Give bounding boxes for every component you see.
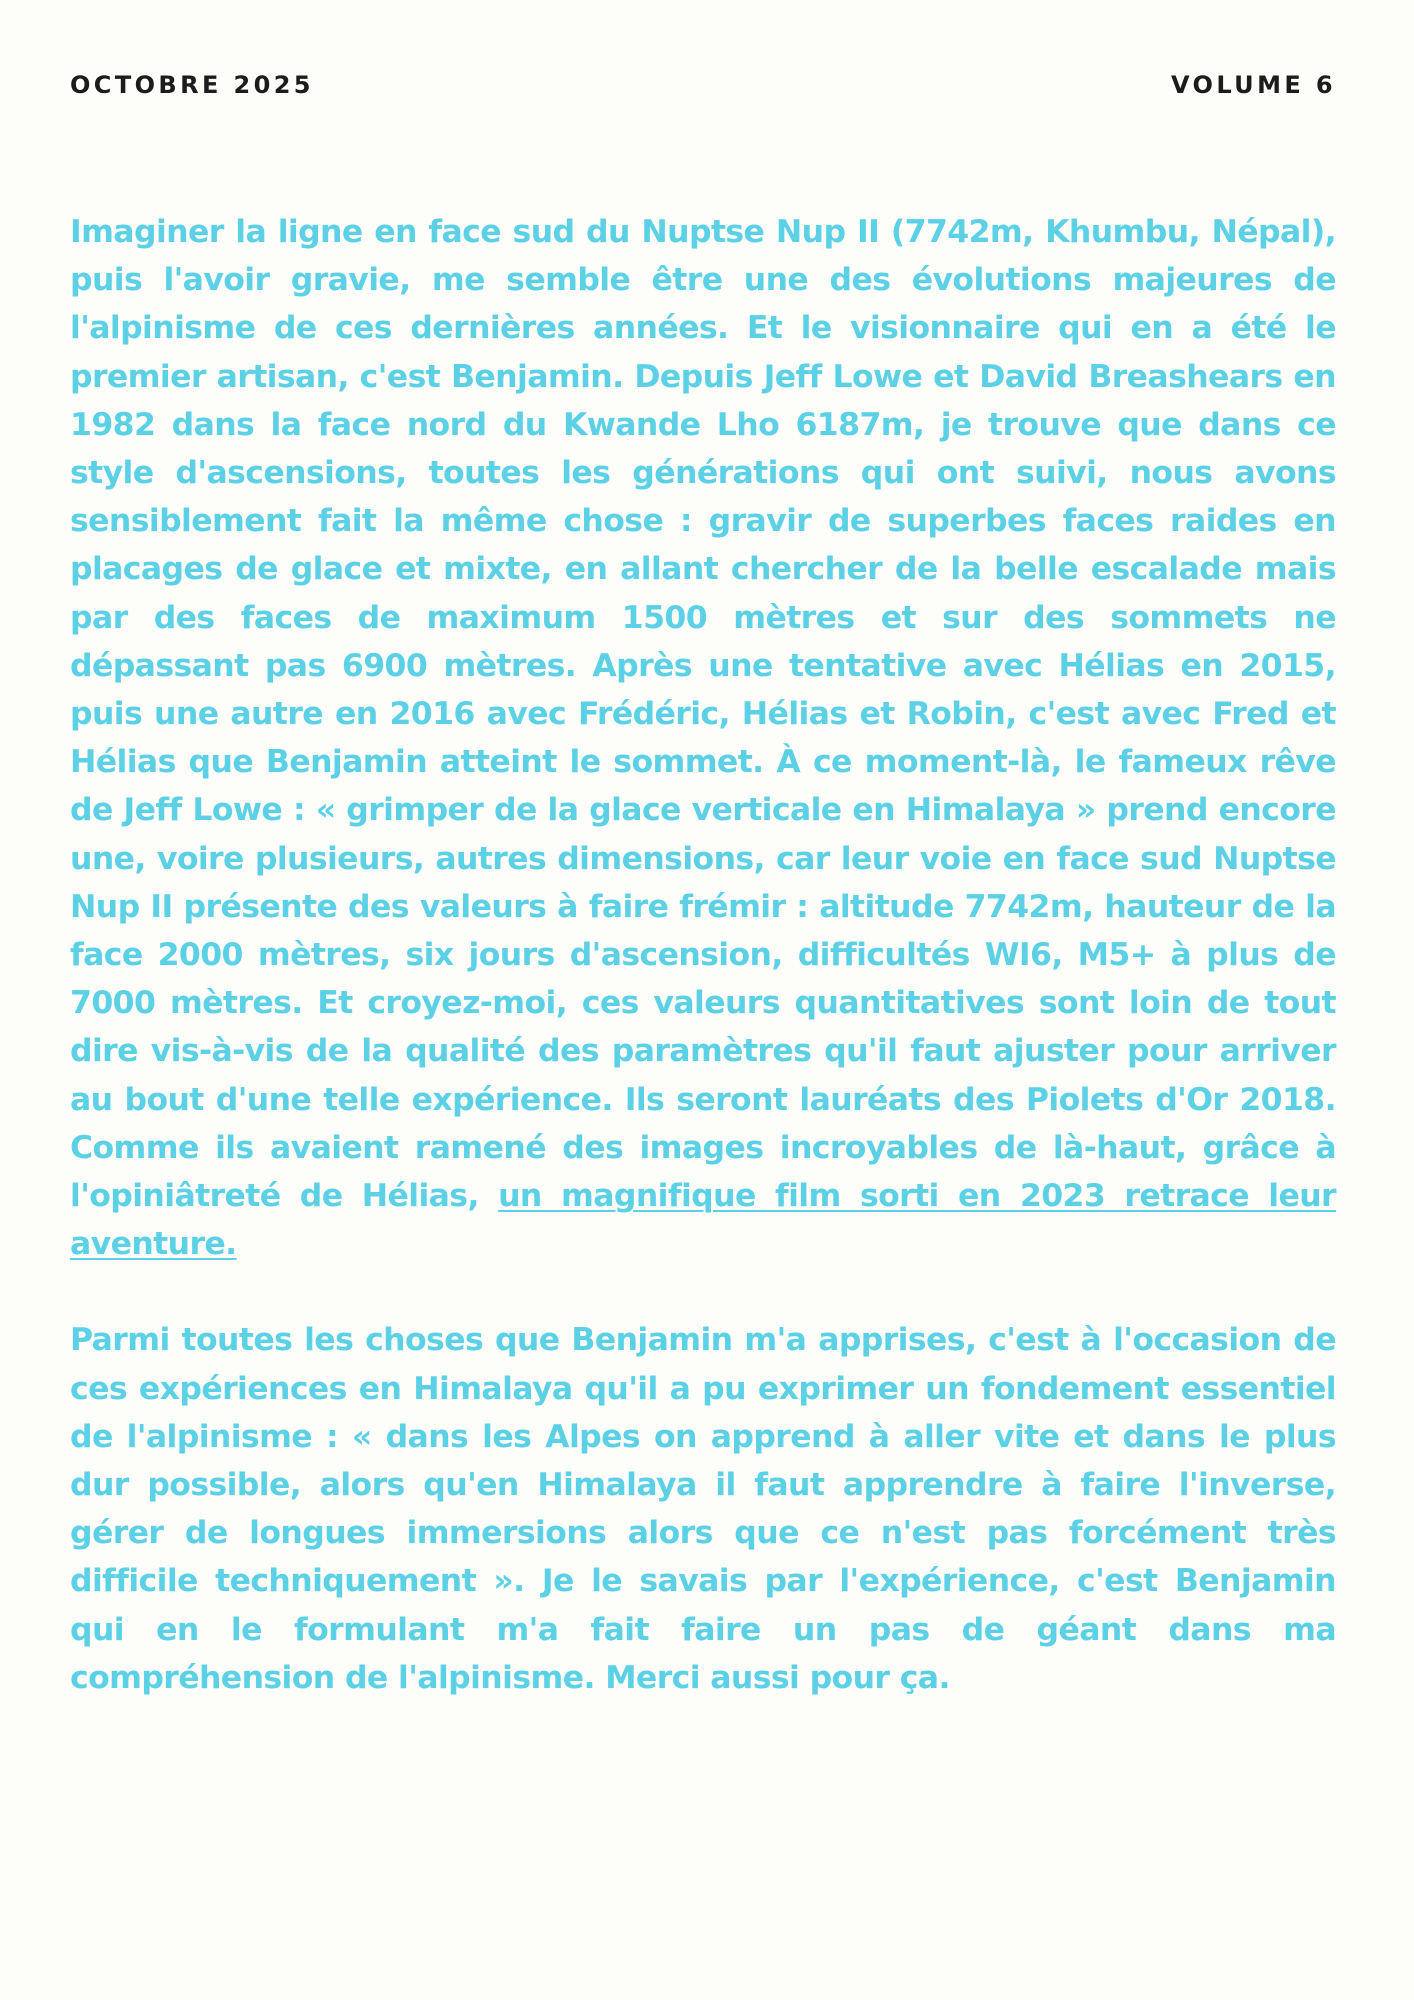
film-link[interactable]: un magnifique film sorti en 2023 retrace leur aventure. <box>70 1178 1336 1263</box>
volume-number: VOLUME 6 <box>1170 71 1336 99</box>
paragraph-nuptse-text: Imaginer la ligne en face sud du Nuptse Nup II (7742m, Khumbu, Népal), puis l'avoir gravie, me semble être une des évolutions majeures de l'alpinisme de ces dernières années. Et le visionnaire qui en a été le premier artisan, c'est Benjamin. Depuis Jeff Lowe et David Breashears en 1982 dans la face nord du Kwande Lho 6187m, je trouve que dans ce style d'ascensions, toutes les générations qui ont suivi, nous avons sensiblement fait la même chose : gravir de superbes faces raides en placages de glace et mixte, en allant chercher de la belle escalade mais par des faces de maximum 1500 mètres et sur des sommets ne dépassant pas 6900 mètres. Après une tentative avec Hélias en 2015, puis une autre en 2016 avec Frédéric, Hélias et Robin, c'est avec Fred et Hélias que Benjamin atteint le sommet. À ce moment-là, le fameux rêve de Jeff Lowe : « grimper de la glace verticale en Himalaya » prend encore une, voire plusieurs, autres dimensions, car leur voie en face sud Nuptse Nup II présente des valeurs à faire frémir : altitude 7742m, hauteur de la face 2000 mètres, six jours d'ascension, difficultés WI6, M5+ à plus de 7000 mètres. Et croyez-moi, ces valeurs quantitatives sont loin de tout dire vis-à-vis de la qualité des paramètres qu'il faut ajuster pour arriver au bout d'une telle expérience. Ils seront lauréats des Piolets d'Or 2018. Comme ils avaient ramené des images incroyables de là-haut, grâce à l'opiniâtreté de Hélias, <box>70 214 1336 1215</box>
page-header <box>70 68 1336 102</box>
paragraph-nuptse <box>70 208 1336 1268</box>
issue-date: OCTOBRE 2025 <box>70 71 314 99</box>
article-body <box>70 208 1336 1702</box>
paragraph-himalaya-lesson: Parmi toutes les choses que Benjamin m'a apprises, c'est à l'occasion de ces expériences en Himalaya qu'il a pu exprimer un fondement essentiel de l'alpinisme : « dans les Alpes on apprend à aller vite et dans le plus dur possible, alors qu'en Himalaya il faut apprendre à faire l'inverse, gérer de longues immersions alors que ce n'est pas forcément très difficile techniquement ». Je le savais par l'expérience, c'est Benjamin qui en le formulant m'a fait faire un pas de géant dans ma compréhension de l'alpinisme. Merci aussi pour ça. <box>70 1322 1336 1696</box>
